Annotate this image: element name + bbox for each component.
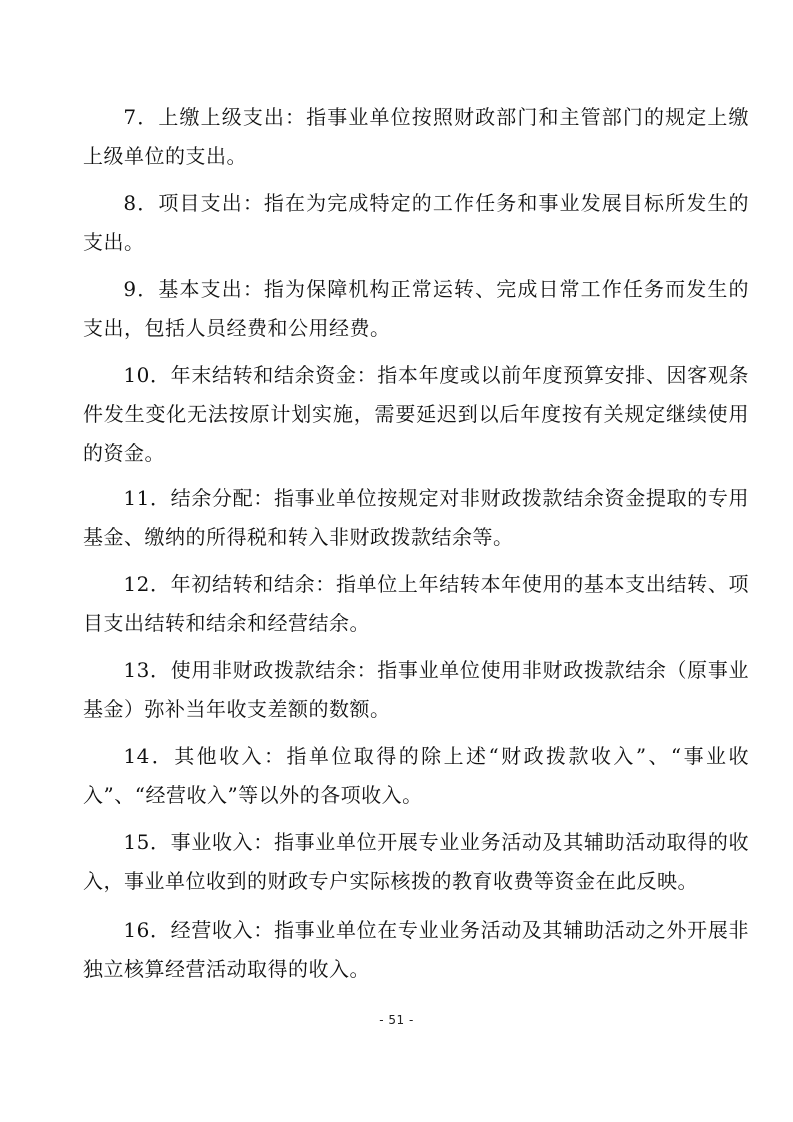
paragraph-item-8: 8．项目支出：指在为完成特定的工作任务和事业发展目标所发生的支出。: [83, 191, 749, 254]
page-number: - 51 -: [379, 1013, 414, 1027]
paragraph-item-15: 15．事业收入：指事业单位开展专业业务活动及其辅助活动取得的收入，事业单位收到的财政专户实际核拨的教育收费等资金在此反映。: [83, 830, 749, 893]
paragraph-item-9: 9．基本支出：指为保障机构正常运转、完成日常工作任务而发生的支出，包括人员经费和公用经费。: [83, 277, 749, 340]
paragraph-item-14: 14．其他收入：指单位取得的除上述“财政拨款收入”、“事业收入”、“经营收入”等以外的各项收入。: [83, 744, 749, 807]
document-body: [83, 98, 749, 997]
paragraph-item-10: 10．年末结转和结余资金：指本年度或以前年度预算安排、因客观条件发生变化无法按原计划实施，需要延迟到以后年度按有关规定继续使用的资金。: [83, 363, 749, 465]
paragraph-item-7: 7．上缴上级支出：指事业单位按照财政部门和主管部门的规定上缴上级单位的支出。: [83, 105, 749, 168]
paragraph-item-16: 16．经营收入：指事业单位在专业业务活动及其辅助活动之外开展非独立核算经营活动取得的收入。: [83, 918, 749, 981]
paragraph-item-12: 12．年初结转和结余：指单位上年结转本年使用的基本支出结转、项目支出结转和结余和经营结余。: [83, 572, 749, 635]
paragraph-item-13: 13．使用非财政拨款结余：指事业单位使用非财政拨款结余（原事业基金）弥补当年收支差额的数额。: [83, 658, 749, 721]
paragraph-item-11: 11．结余分配：指事业单位按规定对非财政拨款结余资金提取的专用基金、缴纳的所得税和转入非财政拨款结余等。: [83, 486, 749, 549]
